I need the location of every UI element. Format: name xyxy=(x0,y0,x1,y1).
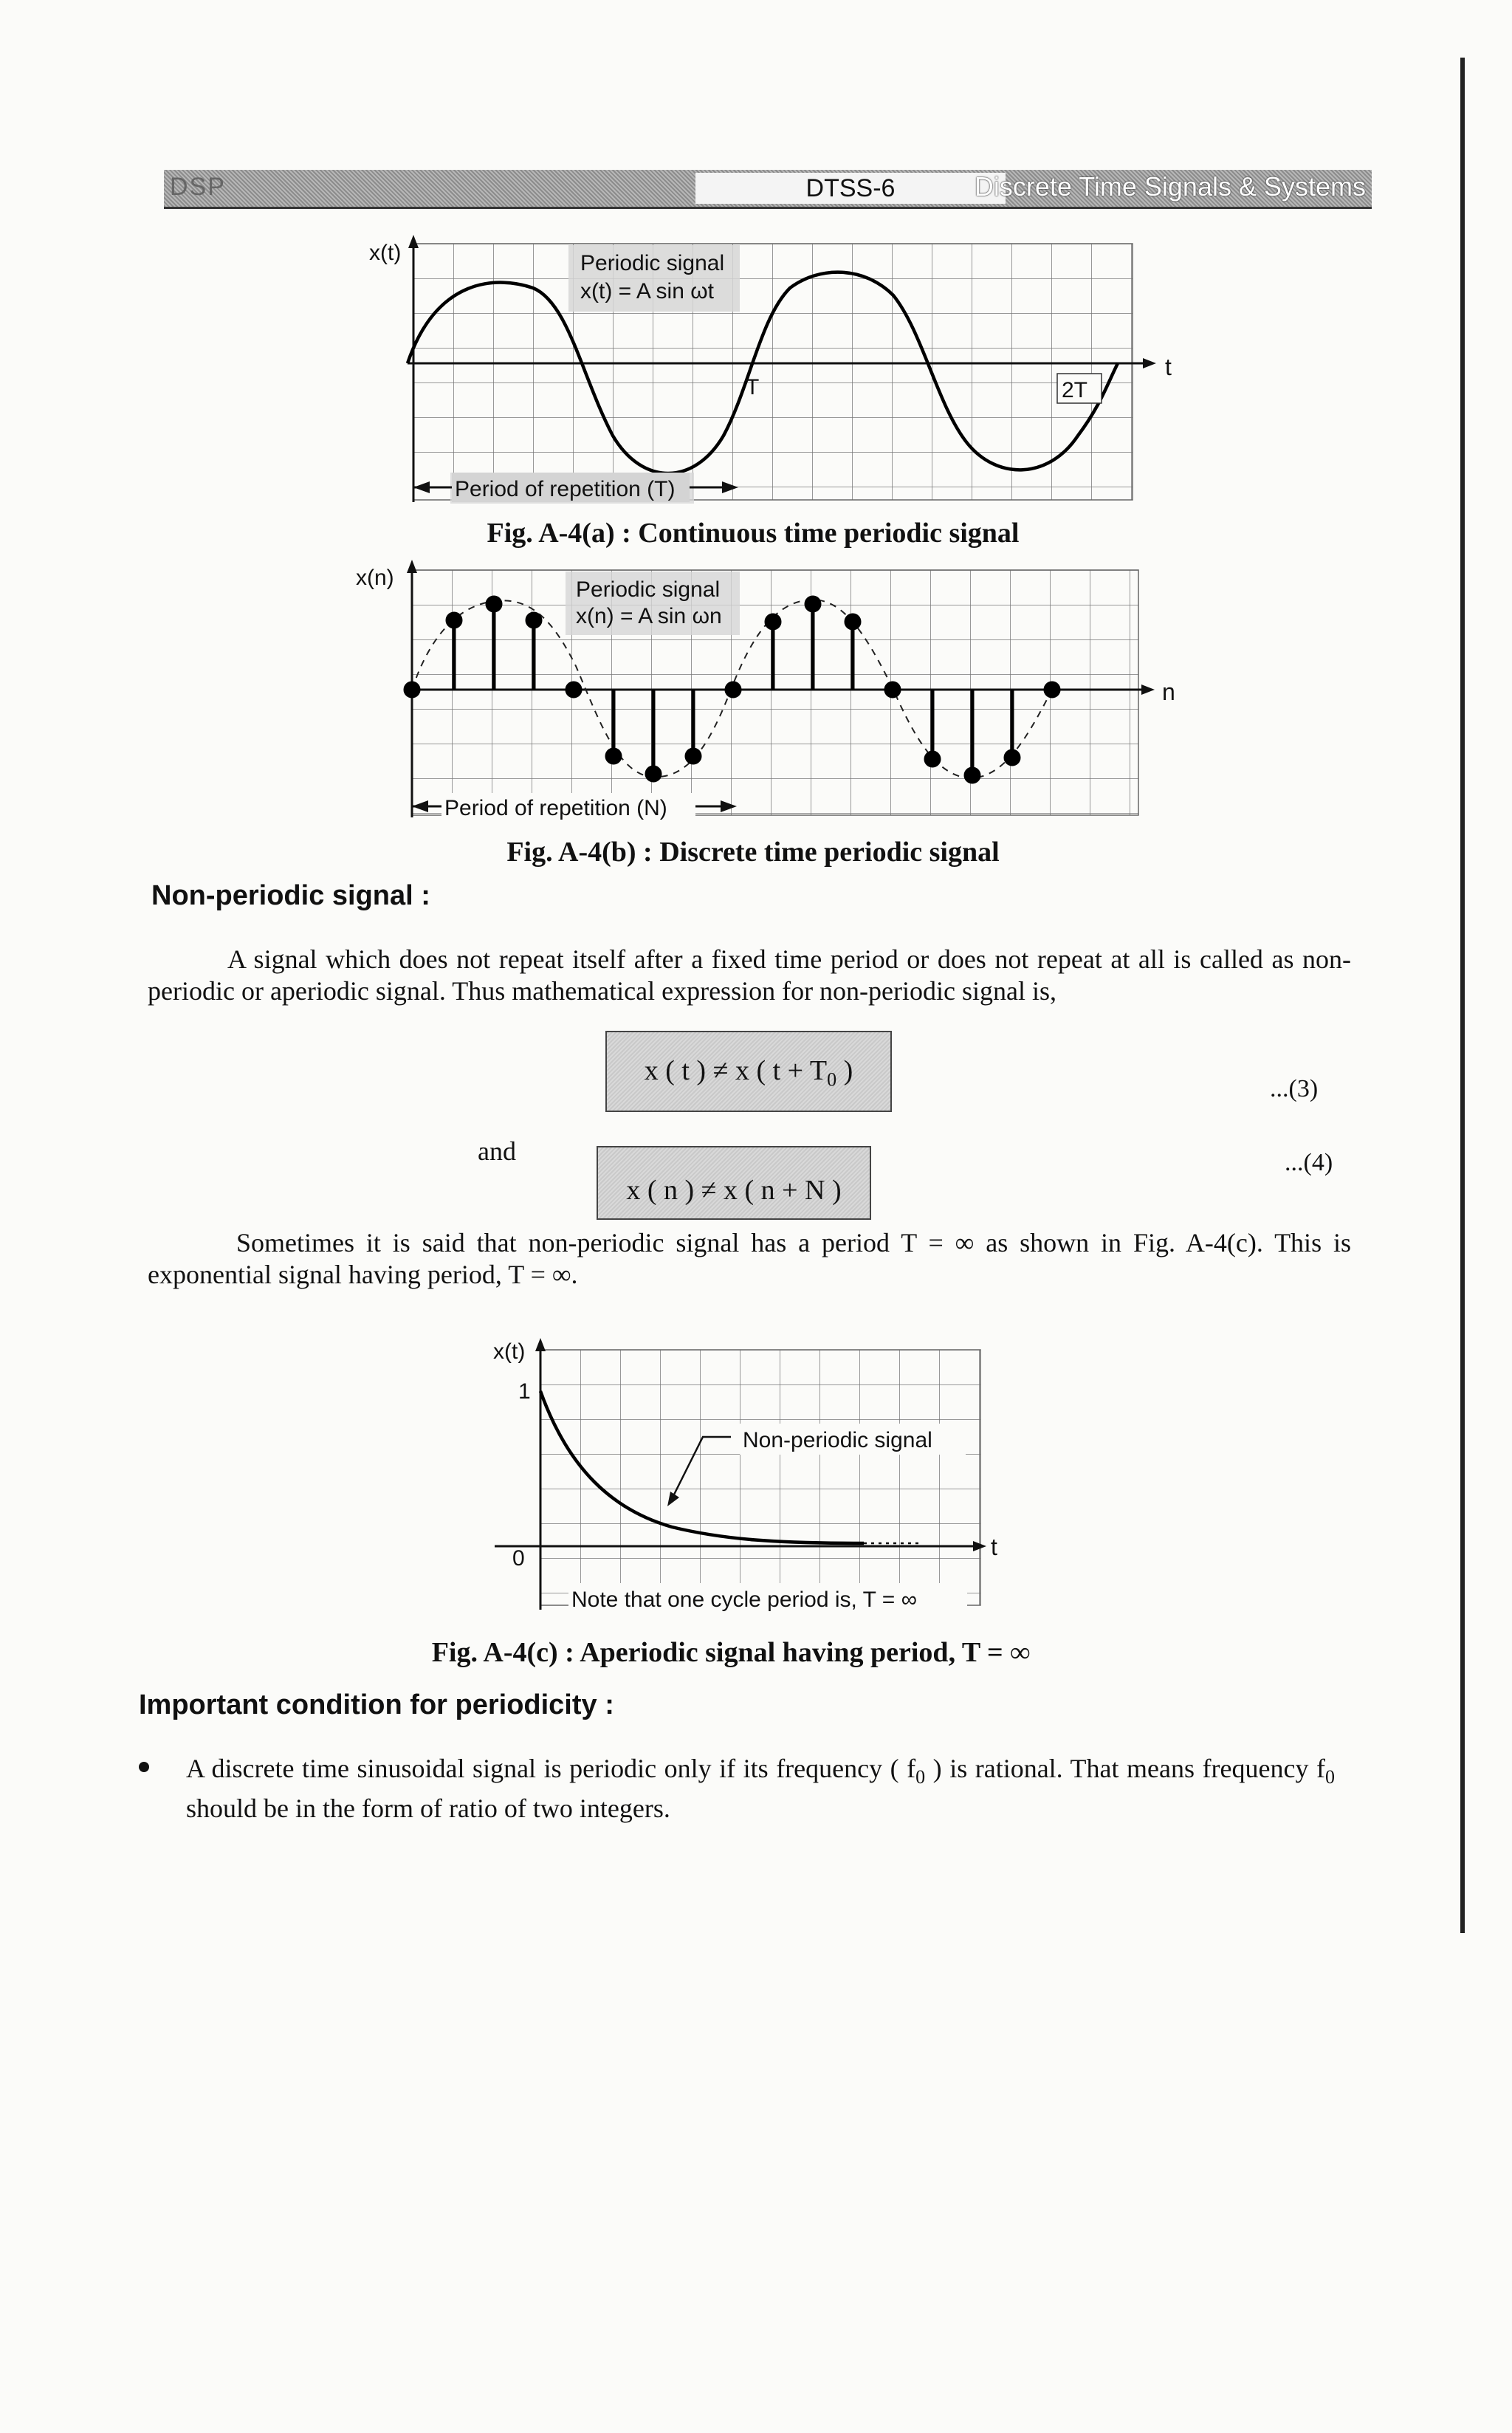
sample-point xyxy=(405,683,419,696)
paragraph-non-periodic: A signal which does not repeat itself after a fixed time period or does not repeat at all is called as non-periodic or aperiodic signal. Thus mathematical expression for non-periodic signal is, xyxy=(148,944,1351,1006)
bullet-sub-1: 0 xyxy=(915,1766,926,1788)
periodic-label-b1: Periodic signal xyxy=(576,577,721,602)
sample-point xyxy=(647,767,660,780)
eq3-close: ) xyxy=(836,1055,853,1086)
eq4-text: x ( n ) ≠ x ( n + N ) xyxy=(626,1175,842,1206)
and-text: and xyxy=(478,1136,516,1166)
bullet-text-a: A discrete time sinusoidal signal is periodic only if its frequency ( f xyxy=(186,1754,916,1783)
sample-point xyxy=(966,769,979,782)
header-title: Discrete Time Signals & Systems xyxy=(974,171,1366,202)
sample-point xyxy=(726,683,740,696)
heading-periodicity: Important condition for periodicity : xyxy=(139,1689,614,1720)
header-left: DSP xyxy=(170,173,226,201)
periodic-label-a1: Periodic signal xyxy=(580,251,725,275)
grid-b xyxy=(412,570,1138,815)
bullet-sub-2: 0 xyxy=(1325,1766,1335,1788)
y-label-b: x(n) xyxy=(356,566,394,590)
y-label-c: x(t) xyxy=(493,1339,526,1364)
bullet-text-b: ) is rational. That means frequency f xyxy=(925,1754,1325,1783)
curve-label-c: Non-periodic signal xyxy=(743,1428,932,1452)
period-label-b: Period of repetition (N) xyxy=(444,796,667,820)
periodic-label-b2: x(n) = A sin ωn xyxy=(576,604,722,628)
sample-point xyxy=(846,615,859,628)
y-axis-arrow-b xyxy=(407,560,417,573)
page-edge-rule xyxy=(1460,58,1465,1933)
page-header xyxy=(164,170,1372,209)
equation-3-number: ...(3) xyxy=(1270,1075,1319,1102)
x-label-c: t xyxy=(991,1534,997,1560)
t-marker-label: T xyxy=(746,375,760,399)
heading-non-periodic: Non-periodic signal : xyxy=(151,880,430,911)
figure-a-continuous xyxy=(347,229,1181,524)
bullet-text-c: should be in the form of ratio of two integers. xyxy=(186,1794,670,1824)
sample-point xyxy=(1045,683,1059,696)
zero-label-c: 0 xyxy=(512,1546,525,1571)
y-axis-arrow-a xyxy=(408,235,419,248)
y-label-a: x(t) xyxy=(369,241,402,265)
y-axis-arrow-c xyxy=(535,1338,546,1351)
sample-point xyxy=(1006,751,1019,764)
sample-point xyxy=(766,615,780,628)
x-axis-arrow-a xyxy=(1143,358,1156,368)
caption-fig-b: Fig. A-4(b) : Discrete time periodic signal xyxy=(506,837,1000,868)
eq3-text: x ( t ) ≠ x ( t + T xyxy=(644,1055,828,1086)
equation-3-box xyxy=(605,1031,892,1112)
note-c: Note that one cycle period is, T = ∞ xyxy=(571,1588,918,1612)
grid-c xyxy=(540,1350,980,1605)
one-label-c: 1 xyxy=(518,1379,531,1404)
sample-point xyxy=(447,614,461,627)
sample-point xyxy=(607,749,620,763)
sample-point xyxy=(687,749,700,763)
bullet-periodicity xyxy=(186,1753,1335,1825)
sample-point xyxy=(886,683,899,696)
periodic-label-a2: x(t) = A sin ωt xyxy=(580,279,714,303)
x-label-b: n xyxy=(1162,679,1175,705)
figure-c-aperiodic xyxy=(480,1329,1041,1617)
caption-fig-c: Fig. A-4(c) : Aperiodic signal having period, T = ∞ xyxy=(431,1637,1031,1668)
equation-4-box xyxy=(597,1146,871,1220)
sample-point xyxy=(487,597,501,611)
t2-marker-label: 2T xyxy=(1062,378,1088,402)
sample-point xyxy=(806,597,819,611)
equation-4-number: ...(4) xyxy=(1285,1149,1333,1176)
x-axis-arrow-b xyxy=(1141,684,1155,695)
header-page-number: DTSS-6 xyxy=(695,173,1006,204)
figure-b-discrete xyxy=(347,555,1181,836)
sample-point xyxy=(527,614,540,627)
period-label-a: Period of repetition (T) xyxy=(455,477,676,501)
eq3-sub: 0 xyxy=(827,1068,837,1091)
sample-point xyxy=(926,752,939,766)
x-label-a: t xyxy=(1165,354,1172,380)
grid-a xyxy=(413,244,1133,500)
bullet-dot xyxy=(139,1762,149,1772)
caption-fig-a: Fig. A-4(a) : Continuous time periodic signal xyxy=(487,518,1020,549)
sample-point xyxy=(567,683,580,696)
paragraph-sometimes: Sometimes it is said that non-periodic signal has a period T = ∞ as shown in Fig. A-4(c). This is exponential signal having period, T = ∞. xyxy=(148,1228,1351,1289)
